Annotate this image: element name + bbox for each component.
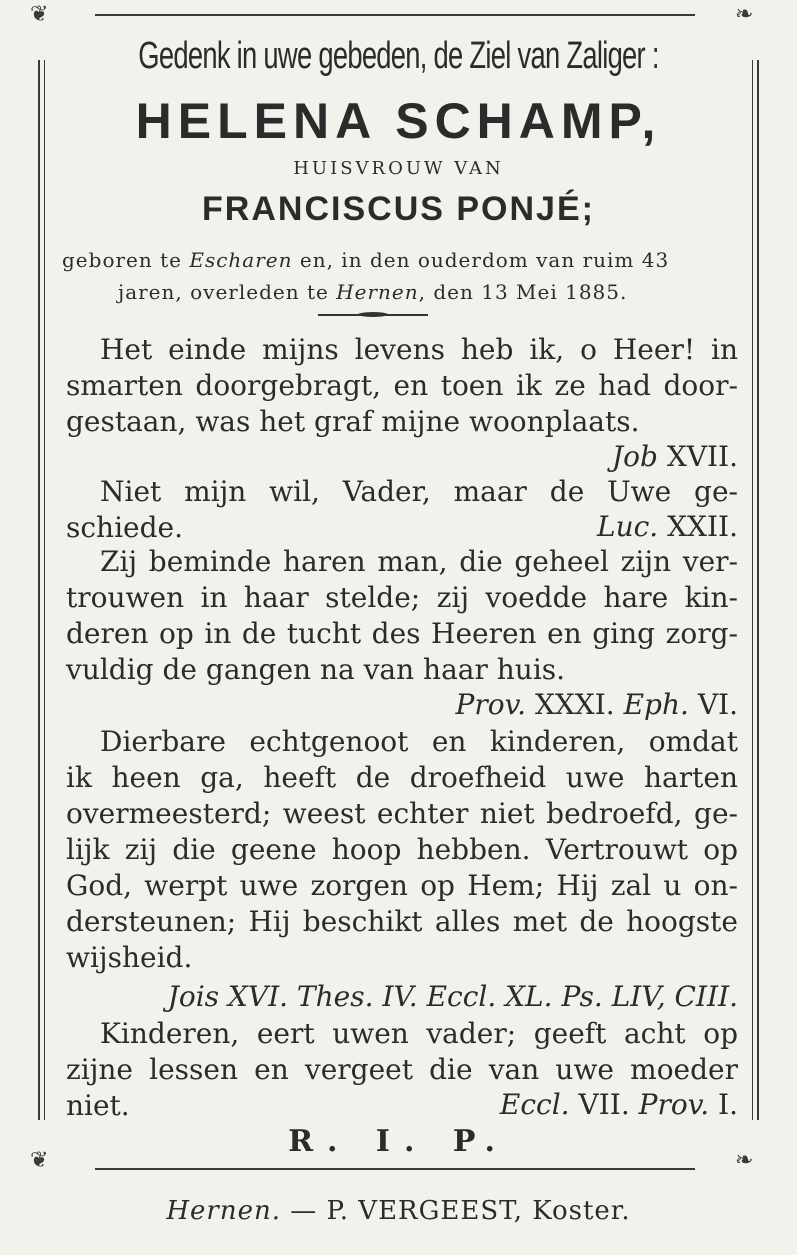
corner-ornament-icon: ❦ (30, 1148, 49, 1173)
passage-line: Kinderen, eert uwen vader; geeft acht op (100, 1017, 738, 1050)
bio-line-1: geboren te Escharen en, in den ouderdom van ruim 43 (62, 248, 670, 272)
separator-rule (318, 314, 428, 316)
bio-line-2: jaren, overleden te Hernen, den 13 Mei 1885. (118, 280, 628, 304)
birthplace: Escharen (189, 248, 293, 272)
passage-line: wijsheid. (66, 941, 193, 974)
footer-line (0, 1196, 797, 1226)
passage-line: Zij beminde haren man, die geheel zijn ver- (100, 545, 738, 578)
passage-line: overmeesterd; weest echter niet bedroefd, ge- (66, 797, 738, 830)
scripture-ref: Eccl. VII. Prov. I. (499, 1088, 738, 1121)
scripture-ref: Luc. XXII. (596, 510, 738, 543)
passage-line: God, werpt uwe zorgen op Hem; Hij zal u on- (66, 869, 738, 902)
wife-of-label: HUISVROUW VAN (293, 158, 504, 179)
passage-line: schiede. (66, 511, 184, 544)
corner-ornament-icon: ❦ (30, 2, 49, 27)
deceased-name: HELENA SCHAMP, (135, 93, 662, 149)
passage-line: Dierbare echtgenoot en kinderen, omdat (100, 725, 738, 758)
passage-line: ik heen ga, heeft de droefheid uwe harten (66, 761, 738, 794)
passage-line: Niet mijn wil, Vader, maar de Uwe ge- (100, 475, 738, 508)
passage-line: Het einde mijns levens heb ik, o Heer! in (100, 333, 738, 366)
corner-ornament-icon: ❧ (735, 2, 754, 27)
scripture-ref: Jois XVI. Thes. IV. Eccl. XL. Ps. LIV, CIII. (167, 980, 738, 1013)
frame-top (95, 14, 695, 16)
intro-line: Gedenk in uwe gebeden, de Ziel van Zaliger : (138, 35, 659, 77)
corner-ornament-icon: ❧ (735, 1148, 754, 1173)
rip-text: R. I. P. (288, 1124, 509, 1159)
passage-line: dersteunen; Hij beschikt alles met de hoogste (66, 905, 738, 938)
passage-line: gestaan, was het graf mijne woonplaats. (66, 405, 640, 438)
scripture-ref: Job XVII. (611, 440, 738, 473)
passage-line: zijne lessen en vergeet die van uwe moeder (66, 1053, 738, 1086)
deathplace: Hernen (336, 280, 419, 304)
husband-name: FRANCISCUS PONJÉ; (202, 190, 595, 228)
passage-line: lijk zij die geene hoop hebben. Vertrouwt op (66, 833, 738, 866)
footer-printer: — P. VERGEEST, Koster. (281, 1196, 631, 1226)
scripture-ref: Prov. XXXI. Eph. VI. (455, 688, 738, 721)
frame-bottom (95, 1168, 695, 1170)
passage-line: smarten doorgebragt, en toen ik ze had door- (66, 369, 738, 402)
passage-line: vuldig de gangen na van haar huis. (66, 653, 566, 686)
passage-line: deren op in de tucht des Heeren en ging zorg- (66, 617, 738, 650)
passage-line: niet. (66, 1089, 130, 1122)
passage-line: trouwen in haar stelde; zij voedde hare kin- (66, 581, 738, 614)
footer-place: Hernen. (166, 1196, 282, 1226)
